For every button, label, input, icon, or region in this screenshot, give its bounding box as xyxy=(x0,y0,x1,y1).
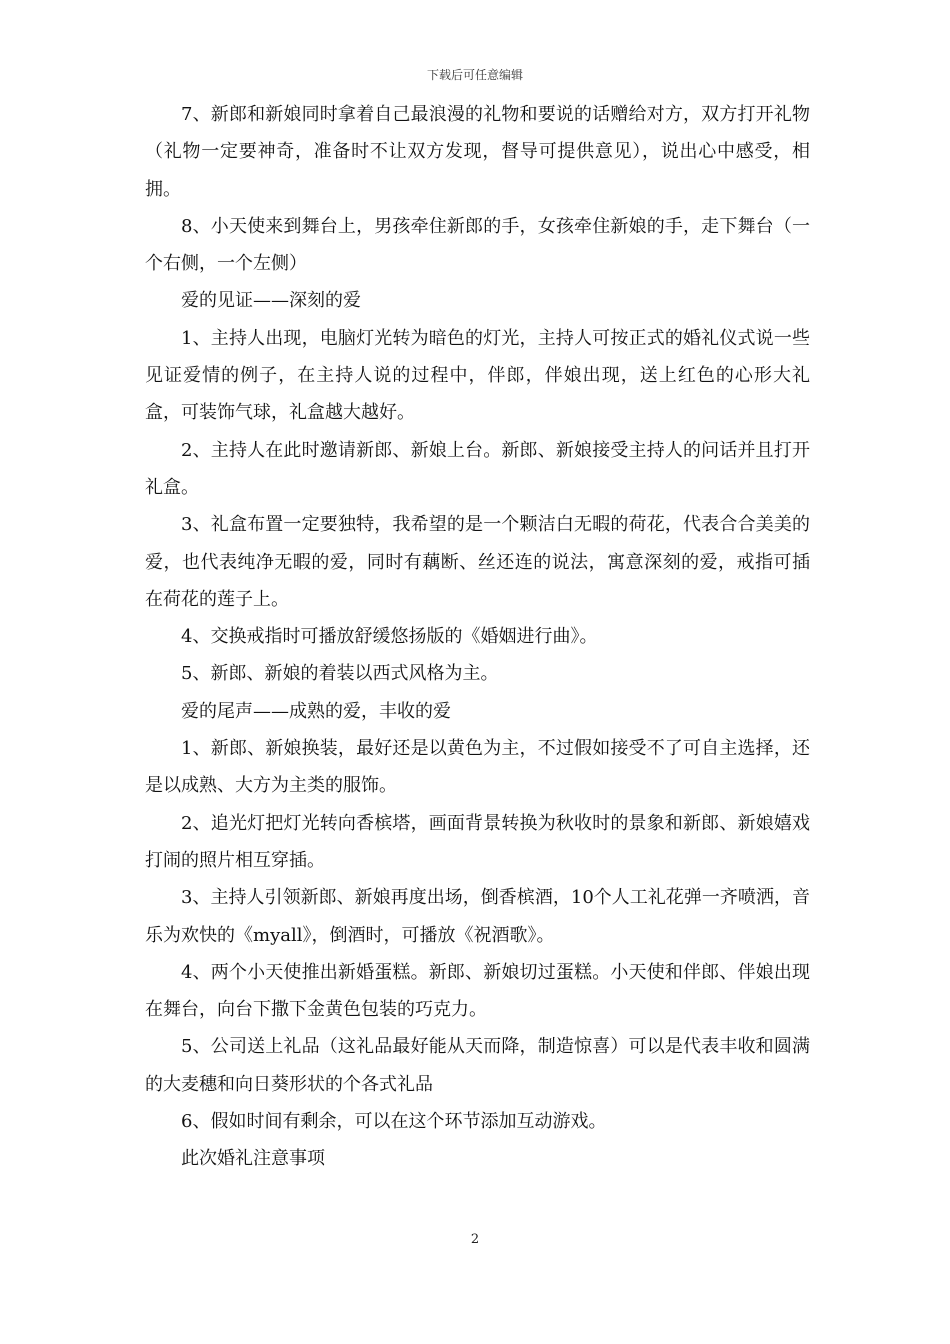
section-heading: 爱的见证——深刻的爱 xyxy=(181,290,361,312)
section-heading: 此次婚礼注意事项 xyxy=(181,1148,325,1170)
paragraph: 6、假如时间有剩余，可以在这个环节添加互动游戏。 xyxy=(181,1111,607,1133)
paragraph: 4、交换戒指时可播放舒缓悠扬版的《婚姻进行曲》。 xyxy=(181,626,598,648)
paragraph: 5、新郎、新娘的着装以西式风格为主。 xyxy=(181,663,499,685)
paragraph: 4、两个小天使推出新婚蛋糕。新郎、新娘切过蛋糕。小天使和伴郎、伴娘出现在舞台，向台下撒下金黄色包装的巧克力。 xyxy=(145,961,810,1021)
paragraph: 1、新郎、新娘换装，最好还是以黄色为主，不过假如接受不了可自主选择，还是以成熟、大方为主类的服饰。 xyxy=(145,738,810,797)
paragraph: 3、礼盒布置一定要独特，我希望的是一个颗洁白无暇的荷花，代表合合美美的爱，也代表纯净无暇的爱，同时有藕断、丝还连的说法，寓意深刻的爱，戒指可插在荷花的莲子上。 xyxy=(145,514,810,610)
paragraph: 5、公司送上礼品（这礼品最好能从天而降，制造惊喜）可以是代表丰收和圆满的大麦穗和向日葵形状的个各式礼品 xyxy=(145,1036,810,1095)
paragraph: 3、主持人引领新郎、新娘再度出场，倒香槟酒，10个人工礼花弹一齐喷洒，音乐为欢快的《myall》，倒酒时，可播放《祝酒歌》。 xyxy=(145,887,810,946)
page-header: 下载后可任意编辑 xyxy=(426,68,523,82)
paragraph: 7、新郎和新娘同时拿着自己最浪漫的礼物和要说的话赠给对方，双方打开礼物（礼物一定要神奇，准备时不让双方发现，督导可提供意见），说出心中感受，相拥。 xyxy=(145,104,810,200)
paragraph: 1、主持人出现，电脑灯光转为暗色的灯光，主持人可按正式的婚礼仪式说一些见证爱情的例子，在主持人说的过程中，伴郎，伴娘出现，送上红色的心形大礼盒，可装饰气球，礼盒越大越好。 xyxy=(145,327,810,424)
document-body xyxy=(145,96,810,1178)
section-heading: 爱的尾声——成熟的爱，丰收的爱 xyxy=(181,700,451,722)
paragraph: 2、追光灯把灯光转向香槟塔，画面背景转换为秋收时的景象和新郎、新娘嬉戏打闹的照片相互穿插。 xyxy=(145,812,810,871)
paragraph: 2、主持人在此时邀请新郎、新娘上台。新郎、新娘接受主持人的问话并且打开礼盒。 xyxy=(145,439,810,498)
paragraph: 8、小天使来到舞台上，男孩牵住新郎的手，女孩牵住新娘的手，走下舞台（一个右侧，一个左侧） xyxy=(145,215,810,275)
page-number: 2 xyxy=(470,1232,480,1247)
